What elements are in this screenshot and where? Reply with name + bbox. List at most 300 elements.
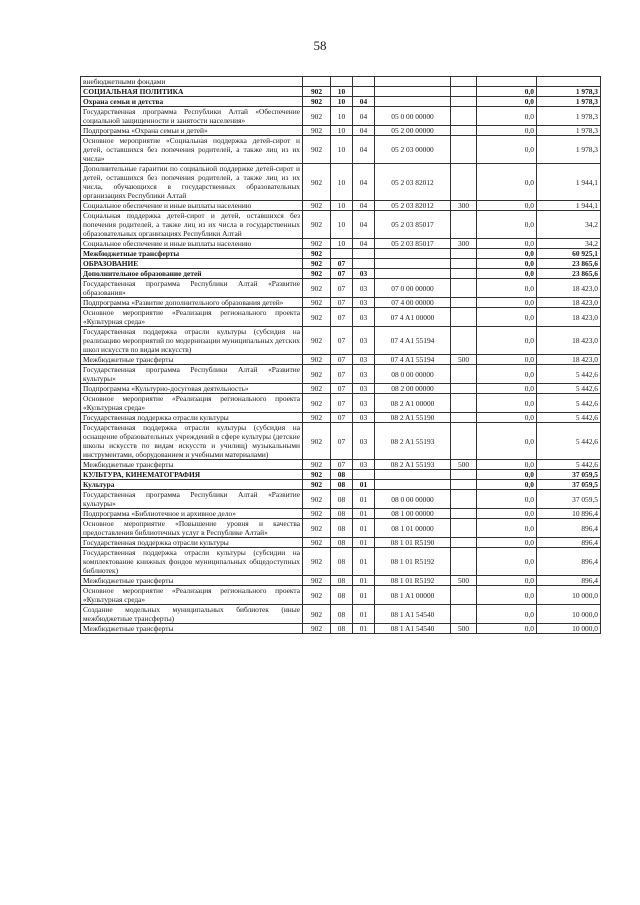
row-amount-2: 18 423,0 <box>537 327 601 355</box>
row-amount-1: 0,0 <box>477 211 537 239</box>
row-subsection-code: 03 <box>353 365 375 384</box>
row-ved-code: 902 <box>303 164 331 201</box>
row-amount-2: 5 442,6 <box>537 394 601 413</box>
table-row <box>81 413 601 423</box>
table-row <box>81 126 601 136</box>
row-section-code: 10 <box>331 239 353 249</box>
row-amount-2: 5 442,6 <box>537 423 601 460</box>
row-amount-1: 0,0 <box>477 394 537 413</box>
row-section-code: 08 <box>331 470 353 480</box>
row-subsection-code: 03 <box>353 460 375 470</box>
row-ved-code: 902 <box>303 239 331 249</box>
row-subsection-code: 04 <box>353 211 375 239</box>
row-section-code: 07 <box>331 308 353 327</box>
row-subsection-code: 03 <box>353 279 375 298</box>
row-subsection-code: 01 <box>353 548 375 576</box>
row-amount-1: 0,0 <box>477 355 537 365</box>
row-expense-type <box>451 97 477 107</box>
row-name-cell: Межбюджетные трансферты <box>81 624 303 634</box>
row-amount-2: 37 059,5 <box>537 480 601 490</box>
row-expense-type <box>451 279 477 298</box>
row-target-article: 08 1 01 R5192 <box>375 548 451 576</box>
row-target-article: 07 4 A1 55194 <box>375 327 451 355</box>
row-amount-1: 0,0 <box>477 480 537 490</box>
row-amount-1: 0,0 <box>477 490 537 509</box>
row-expense-type: 300 <box>451 239 477 249</box>
table-row <box>81 308 601 327</box>
row-amount-1: 0,0 <box>477 413 537 423</box>
row-amount-1: 0,0 <box>477 586 537 605</box>
row-amount-2: 10 896,4 <box>537 509 601 519</box>
row-ved-code: 902 <box>303 576 331 586</box>
row-target-article: 08 2 A1 55193 <box>375 460 451 470</box>
table-row <box>81 201 601 211</box>
row-section-code: 08 <box>331 480 353 490</box>
row-expense-type: 300 <box>451 201 477 211</box>
table-row <box>81 249 601 259</box>
row-subsection-code: 03 <box>353 384 375 394</box>
row-section-code: 07 <box>331 460 353 470</box>
row-expense-type <box>451 365 477 384</box>
row-subsection-code <box>353 259 375 269</box>
row-section-code: 08 <box>331 548 353 576</box>
row-expense-type <box>451 470 477 480</box>
row-name-cell: Государственная поддержка отрасли культуры (субсидии на комплектование книжных фондов муниципальных общедоступных библиотек) <box>81 548 303 576</box>
row-amount-2: 5 442,6 <box>537 413 601 423</box>
row-ved-code: 902 <box>303 327 331 355</box>
row-ved-code: 902 <box>303 126 331 136</box>
row-name-cell: Основное мероприятие «Реализация регионального проекта «Культурная среда» <box>81 394 303 413</box>
table-row <box>81 87 601 97</box>
row-name-cell: Межбюджетные трансферты <box>81 460 303 470</box>
row-target-article: 08 2 A1 55190 <box>375 413 451 423</box>
row-target-article: 08 0 00 00000 <box>375 365 451 384</box>
row-section-code: 07 <box>331 355 353 365</box>
row-target-article: 08 1 00 00000 <box>375 509 451 519</box>
row-section-code: 07 <box>331 298 353 308</box>
row-target-article <box>375 97 451 107</box>
row-subsection-code: 04 <box>353 107 375 126</box>
row-expense-type <box>451 394 477 413</box>
row-name-cell: Дополнительные гарантии по социальной поддержке детей-сирот и детей, оставшихся без попечения родителей, а также лиц из их числа, обучающихся в государственных образовательных организациях Республики Алтай <box>81 164 303 201</box>
row-amount-2: 10 000,0 <box>537 624 601 634</box>
row-name-cell: Культура <box>81 480 303 490</box>
row-expense-type <box>451 327 477 355</box>
row-subsection-code: 01 <box>353 538 375 548</box>
table-row <box>81 211 601 239</box>
table-row <box>81 586 601 605</box>
row-subsection-code: 01 <box>353 586 375 605</box>
row-amount-1: 0,0 <box>477 519 537 538</box>
row-expense-type <box>451 259 477 269</box>
budget-table <box>80 76 601 634</box>
row-target-article: 08 1 01 R5192 <box>375 576 451 586</box>
row-target-article: 08 1 01 R5190 <box>375 538 451 548</box>
table-row <box>81 327 601 355</box>
row-name-cell: Государственная поддержка отрасли культуры <box>81 538 303 548</box>
row-subsection-code: 03 <box>353 423 375 460</box>
row-name-cell: ОБРАЗОВАНИЕ <box>81 259 303 269</box>
row-ved-code: 902 <box>303 538 331 548</box>
row-section-code: 10 <box>331 107 353 126</box>
row-name-cell: Основное мероприятие «Социальная поддержка детей-сирот и детей, оставшихся без попечения родителей, а также лиц из их числа» <box>81 136 303 164</box>
row-amount-1: 0,0 <box>477 164 537 201</box>
row-subsection-code: 01 <box>353 480 375 490</box>
row-amount-2: 34,2 <box>537 211 601 239</box>
row-section-code: 07 <box>331 365 353 384</box>
row-target-article <box>375 249 451 259</box>
row-subsection-code: 01 <box>353 490 375 509</box>
row-amount-2: 1 944,1 <box>537 201 601 211</box>
row-expense-type <box>451 423 477 460</box>
row-ved-code: 902 <box>303 308 331 327</box>
table-row <box>81 107 601 126</box>
row-amount-2: 37 059,5 <box>537 490 601 509</box>
row-ved-code: 902 <box>303 413 331 423</box>
row-section-code: 10 <box>331 136 353 164</box>
row-amount-1: 0,0 <box>477 279 537 298</box>
table-row <box>81 269 601 279</box>
row-ved-code: 902 <box>303 269 331 279</box>
row-amount-2: 1 978,3 <box>537 107 601 126</box>
row-expense-type <box>451 308 477 327</box>
row-expense-type <box>451 77 477 87</box>
row-name-cell: Основное мероприятие «Повышение уровня и качества предоставления библиотечных услуг в Республике Алтай» <box>81 519 303 538</box>
row-amount-2: 23 865,6 <box>537 269 601 279</box>
table-row <box>81 259 601 269</box>
row-subsection-code <box>353 470 375 480</box>
row-amount-2: 896,4 <box>537 548 601 576</box>
row-name-cell: Межбюджетные трансферты <box>81 576 303 586</box>
row-subsection-code: 01 <box>353 576 375 586</box>
table-row <box>81 423 601 460</box>
row-ved-code: 902 <box>303 298 331 308</box>
row-ved-code: 902 <box>303 605 331 624</box>
row-subsection-code: 03 <box>353 413 375 423</box>
row-ved-code: 902 <box>303 97 331 107</box>
row-target-article: 07 4 A1 00000 <box>375 308 451 327</box>
row-ved-code: 902 <box>303 480 331 490</box>
row-amount-1: 0,0 <box>477 87 537 97</box>
row-target-article <box>375 259 451 269</box>
row-section-code: 07 <box>331 423 353 460</box>
row-target-article: 07 4 A1 55194 <box>375 355 451 365</box>
row-amount-1: 0,0 <box>477 259 537 269</box>
row-name-cell: Социальная поддержка детей-сирот и детей, оставшихся без попечения родителей, а также лиц из их числа в государственных образовательных организациях Республики Алтай <box>81 211 303 239</box>
row-amount-1: 0,0 <box>477 308 537 327</box>
row-expense-type <box>451 107 477 126</box>
row-amount-1: 0,0 <box>477 298 537 308</box>
row-subsection-code: 03 <box>353 355 375 365</box>
row-amount-2: 1 944,1 <box>537 164 601 201</box>
row-amount-1: 0,0 <box>477 249 537 259</box>
row-section-code: 10 <box>331 87 353 97</box>
row-subsection-code: 03 <box>353 298 375 308</box>
table-row <box>81 97 601 107</box>
row-ved-code: 902 <box>303 548 331 576</box>
row-amount-1: 0,0 <box>477 365 537 384</box>
row-amount-1: 0,0 <box>477 548 537 576</box>
row-ved-code: 902 <box>303 509 331 519</box>
row-amount-2: 5 442,6 <box>537 460 601 470</box>
row-name-cell: Подпрограмма «Библиотечное и архивное дело» <box>81 509 303 519</box>
row-amount-2: 23 865,6 <box>537 259 601 269</box>
row-name-cell: Подпрограмма «Охрана семьи и детей» <box>81 126 303 136</box>
row-amount-2: 896,4 <box>537 538 601 548</box>
row-target-article: 05 2 03 00000 <box>375 136 451 164</box>
row-amount-1: 0,0 <box>477 201 537 211</box>
row-expense-type <box>451 490 477 509</box>
row-amount-1: 0,0 <box>477 576 537 586</box>
row-ved-code: 902 <box>303 519 331 538</box>
row-subsection-code: 04 <box>353 136 375 164</box>
row-ved-code: 902 <box>303 624 331 634</box>
row-name-cell: КУЛЬТУРА, КИНЕМАТОГРАФИЯ <box>81 470 303 480</box>
row-expense-type <box>451 211 477 239</box>
row-name-cell: Государственная поддержка отрасли культуры (субсидия на реализацию мероприятий по модернизации муниципальных детских школ искусств по видам искусств) <box>81 327 303 355</box>
row-target-article: 05 2 03 85017 <box>375 239 451 249</box>
row-amount-2: 18 423,0 <box>537 355 601 365</box>
table-body <box>81 77 601 634</box>
row-section-code: 07 <box>331 384 353 394</box>
row-subsection-code: 01 <box>353 624 375 634</box>
row-subsection-code: 03 <box>353 327 375 355</box>
row-target-article: 05 2 03 82012 <box>375 201 451 211</box>
table-row <box>81 624 601 634</box>
row-subsection-code: 03 <box>353 269 375 279</box>
row-name-cell: Социальное обеспечение и иные выплаты населению <box>81 239 303 249</box>
row-target-article: 07 0 00 00000 <box>375 279 451 298</box>
row-ved-code <box>303 77 331 87</box>
row-section-code: 08 <box>331 509 353 519</box>
row-expense-type <box>451 605 477 624</box>
row-expense-type <box>451 298 477 308</box>
row-target-article: 08 2 A1 00000 <box>375 394 451 413</box>
row-amount-1: 0,0 <box>477 605 537 624</box>
row-target-article: 05 2 00 00000 <box>375 126 451 136</box>
row-target-article: 08 0 00 00000 <box>375 490 451 509</box>
row-name-cell: Создание модельных муниципальных библиотек (иные межбюджетные трансферты) <box>81 605 303 624</box>
row-section-code: 08 <box>331 576 353 586</box>
row-expense-type: 500 <box>451 624 477 634</box>
table-row <box>81 460 601 470</box>
row-expense-type <box>451 126 477 136</box>
row-name-cell: Межбюджетные трансферты <box>81 355 303 365</box>
row-amount-2: 10 000,0 <box>537 605 601 624</box>
row-expense-type <box>451 413 477 423</box>
row-name-cell: Подпрограмма «Культурно-досуговая деятельность» <box>81 384 303 394</box>
row-section-code <box>331 249 353 259</box>
row-expense-type <box>451 480 477 490</box>
row-name-cell: Основное мероприятие «Реализация регионального проекта «Культурная среда» <box>81 586 303 605</box>
row-subsection-code: 03 <box>353 394 375 413</box>
row-section-code: 10 <box>331 211 353 239</box>
row-ved-code: 902 <box>303 470 331 480</box>
row-amount-2: 5 442,6 <box>537 384 601 394</box>
row-ved-code: 902 <box>303 384 331 394</box>
row-section-code: 07 <box>331 259 353 269</box>
row-name-cell: Государственная программа Республики Алтай «Развитие культуры» <box>81 490 303 509</box>
row-expense-type: 500 <box>451 576 477 586</box>
table-row <box>81 239 601 249</box>
row-name-cell: Подпрограмма «Развитие дополнительного образования детей» <box>81 298 303 308</box>
row-expense-type <box>451 538 477 548</box>
table-row <box>81 164 601 201</box>
table-row <box>81 480 601 490</box>
table-row <box>81 384 601 394</box>
row-expense-type <box>451 384 477 394</box>
table-row <box>81 298 601 308</box>
table-row <box>81 279 601 298</box>
row-target-article: 05 2 03 82012 <box>375 164 451 201</box>
row-expense-type <box>451 164 477 201</box>
row-section-code: 08 <box>331 624 353 634</box>
row-amount-1: 0,0 <box>477 624 537 634</box>
row-target-article <box>375 480 451 490</box>
row-amount-1: 0,0 <box>477 126 537 136</box>
row-subsection-code: 04 <box>353 97 375 107</box>
row-ved-code: 902 <box>303 279 331 298</box>
table-row <box>81 509 601 519</box>
row-name-cell: Дополнительное образование детей <box>81 269 303 279</box>
row-amount-2: 1 978,3 <box>537 87 601 97</box>
row-expense-type <box>451 586 477 605</box>
row-amount-2: 5 442,6 <box>537 365 601 384</box>
row-amount-1: 0,0 <box>477 460 537 470</box>
row-expense-type <box>451 136 477 164</box>
row-amount-1 <box>477 77 537 87</box>
row-target-article: 08 1 01 00000 <box>375 519 451 538</box>
table-row <box>81 490 601 509</box>
row-expense-type: 500 <box>451 460 477 470</box>
row-ved-code: 902 <box>303 460 331 470</box>
row-amount-1: 0,0 <box>477 269 537 279</box>
row-subsection-code: 01 <box>353 509 375 519</box>
row-subsection-code: 04 <box>353 201 375 211</box>
row-amount-1: 0,0 <box>477 384 537 394</box>
row-name-cell: Охрана семьи и детства <box>81 97 303 107</box>
row-section-code: 10 <box>331 201 353 211</box>
row-expense-type <box>451 87 477 97</box>
row-name-cell: Государственная программа Республики Алтай «Развитие культуры» <box>81 365 303 384</box>
row-subsection-code: 04 <box>353 239 375 249</box>
row-name-cell: Государственная поддержка отрасли культуры (субсидия на оснащение образовательных учреждений в сфере культуры (детские школы искусств по видам искусств и училищ) музыкальными инструментами, оборудованием и учебными материалами) <box>81 423 303 460</box>
row-target-article: 08 2 00 00000 <box>375 384 451 394</box>
row-amount-2: 18 423,0 <box>537 298 601 308</box>
row-subsection-code: 01 <box>353 519 375 538</box>
row-target-article: 05 0 00 00000 <box>375 107 451 126</box>
table-row <box>81 576 601 586</box>
row-section-code: 07 <box>331 413 353 423</box>
row-target-article: 08 1 A1 54540 <box>375 605 451 624</box>
row-name-cell: СОЦИАЛЬНАЯ ПОЛИТИКА <box>81 87 303 97</box>
row-section-code: 08 <box>331 605 353 624</box>
row-amount-2: 896,4 <box>537 576 601 586</box>
row-expense-type <box>451 249 477 259</box>
row-name-cell: внебюджетными фондами <box>81 77 303 87</box>
row-amount-1: 0,0 <box>477 136 537 164</box>
row-amount-2: 60 925,1 <box>537 249 601 259</box>
row-subsection-code: 04 <box>353 164 375 201</box>
row-ved-code: 902 <box>303 586 331 605</box>
row-amount-1: 0,0 <box>477 239 537 249</box>
row-target-article <box>375 470 451 480</box>
row-ved-code: 902 <box>303 249 331 259</box>
table-row <box>81 470 601 480</box>
row-name-cell: Социальное обеспечение и иные выплаты населению <box>81 201 303 211</box>
row-expense-type <box>451 509 477 519</box>
row-subsection-code <box>353 249 375 259</box>
row-amount-2: 1 978,3 <box>537 126 601 136</box>
page-number: 58 <box>313 38 327 53</box>
row-target-article: 08 1 A1 00000 <box>375 586 451 605</box>
row-ved-code: 902 <box>303 136 331 164</box>
row-name-cell: Государственная поддержка отрасли культуры <box>81 413 303 423</box>
row-amount-1: 0,0 <box>477 107 537 126</box>
row-ved-code: 902 <box>303 201 331 211</box>
row-section-code: 08 <box>331 538 353 548</box>
row-section-code: 07 <box>331 394 353 413</box>
row-section-code: 10 <box>331 97 353 107</box>
row-section-code <box>331 77 353 87</box>
row-target-article <box>375 77 451 87</box>
table-row <box>81 77 601 87</box>
row-expense-type <box>451 548 477 576</box>
row-subsection-code: 03 <box>353 308 375 327</box>
row-amount-1: 0,0 <box>477 423 537 460</box>
row-subsection-code: 01 <box>353 605 375 624</box>
row-ved-code: 902 <box>303 259 331 269</box>
row-section-code: 07 <box>331 269 353 279</box>
row-expense-type: 500 <box>451 355 477 365</box>
row-amount-2 <box>537 77 601 87</box>
table-row <box>81 519 601 538</box>
row-name-cell: Межбюджетные трансферты <box>81 249 303 259</box>
row-section-code: 08 <box>331 519 353 538</box>
row-section-code: 08 <box>331 586 353 605</box>
row-amount-2: 10 000,0 <box>537 586 601 605</box>
row-ved-code: 902 <box>303 355 331 365</box>
row-target-article: 08 2 A1 55193 <box>375 423 451 460</box>
row-name-cell: Основное мероприятие «Реализация регионального проекта «Культурная среда» <box>81 308 303 327</box>
row-amount-1: 0,0 <box>477 97 537 107</box>
row-amount-2: 37 059,5 <box>537 470 601 480</box>
row-amount-2: 1 978,3 <box>537 97 601 107</box>
row-target-article: 07 4 00 00000 <box>375 298 451 308</box>
row-ved-code: 902 <box>303 87 331 97</box>
row-amount-1: 0,0 <box>477 538 537 548</box>
row-amount-2: 18 423,0 <box>537 308 601 327</box>
row-ved-code: 902 <box>303 107 331 126</box>
row-ved-code: 902 <box>303 394 331 413</box>
row-name-cell: Государственная программа Республики Алтай «Развитие образования» <box>81 279 303 298</box>
row-amount-1: 0,0 <box>477 470 537 480</box>
row-section-code: 08 <box>331 490 353 509</box>
row-target-article: 05 2 03 85017 <box>375 211 451 239</box>
row-section-code: 10 <box>331 126 353 136</box>
row-amount-1: 0,0 <box>477 327 537 355</box>
row-target-article <box>375 87 451 97</box>
row-amount-2: 34,2 <box>537 239 601 249</box>
row-expense-type <box>451 269 477 279</box>
row-amount-2: 896,4 <box>537 519 601 538</box>
table-row <box>81 538 601 548</box>
row-section-code: 07 <box>331 327 353 355</box>
row-amount-2: 18 423,0 <box>537 279 601 298</box>
row-section-code: 07 <box>331 279 353 298</box>
row-name-cell: Государственная программа Республики Алтай «Обеспечение социальной защищенности и занятости населения» <box>81 107 303 126</box>
table-row <box>81 355 601 365</box>
